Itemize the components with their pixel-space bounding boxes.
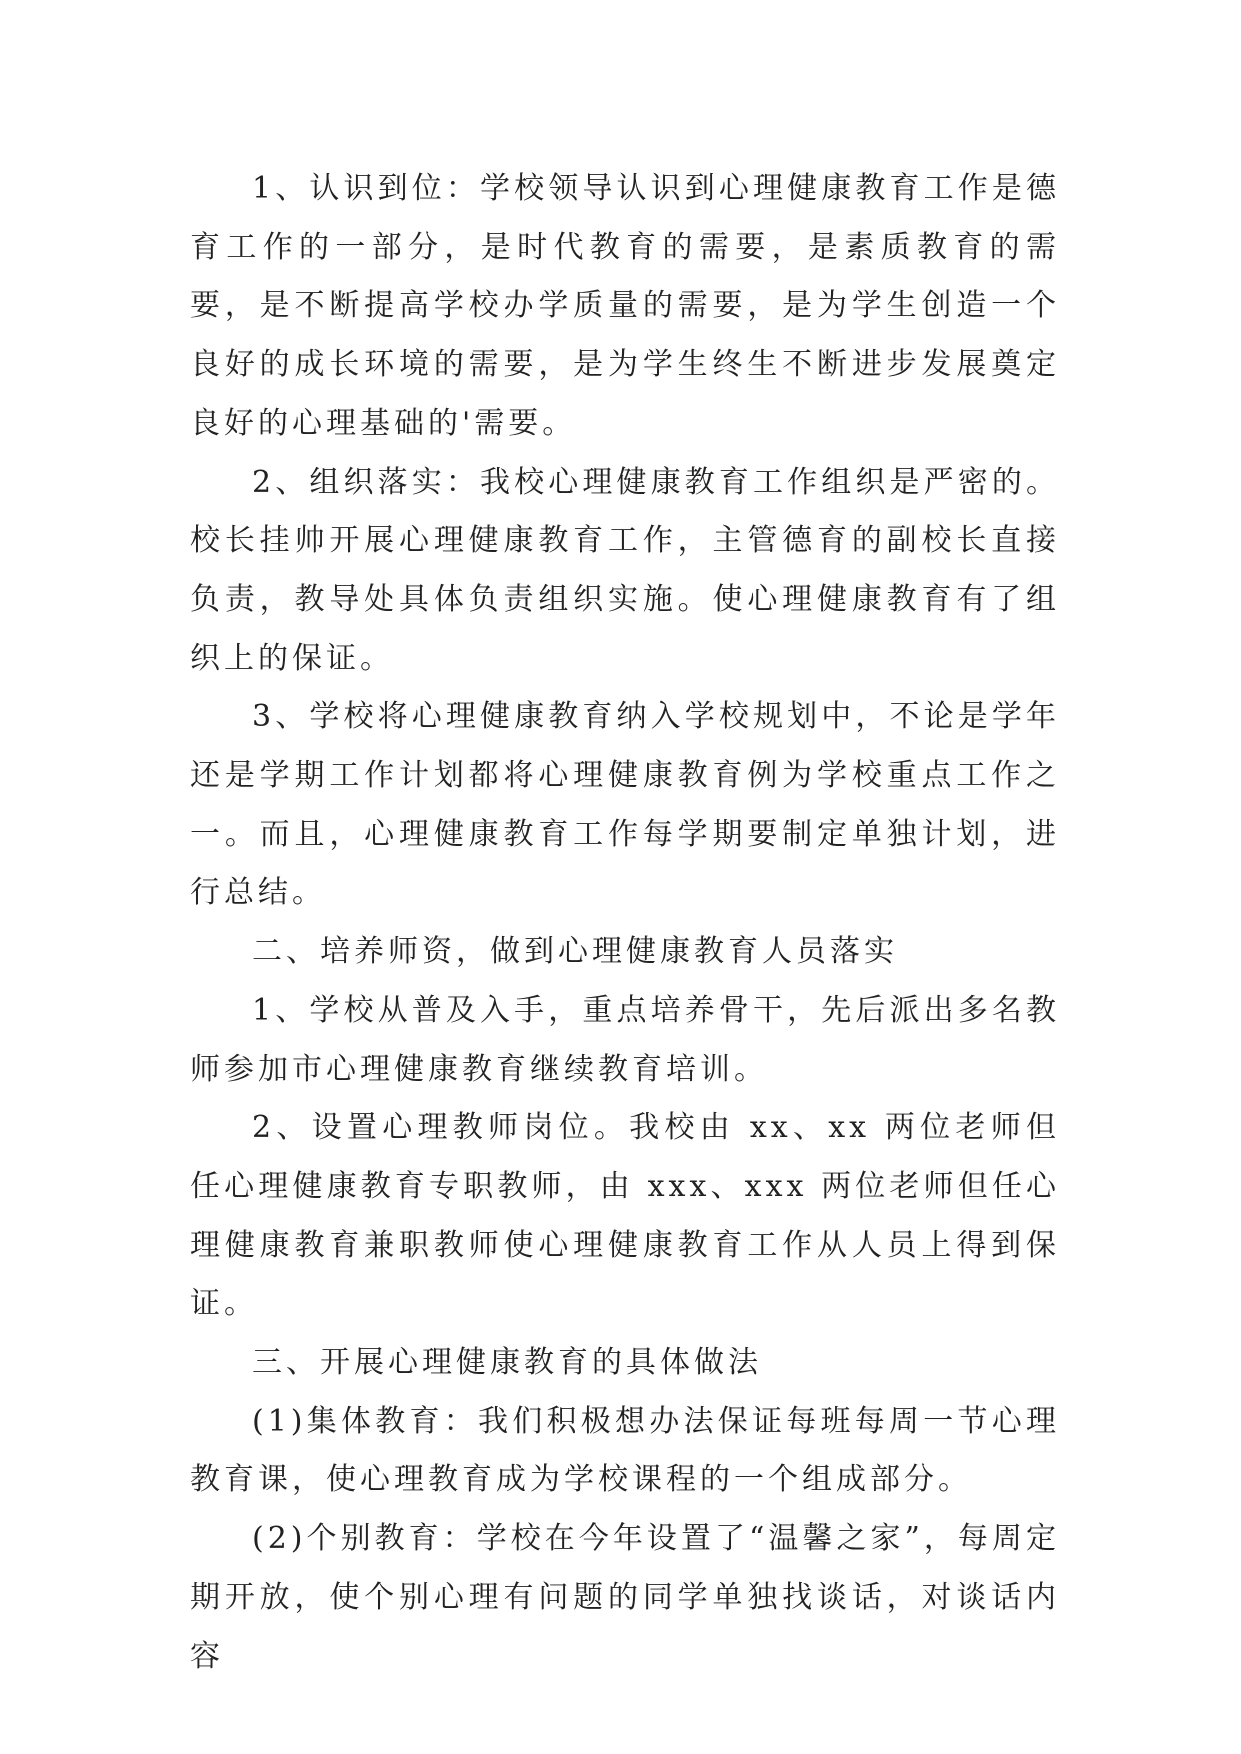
- paragraph-organization: 2、组织落实：我校心理健康教育工作组织是严密的。校长挂帅开展心理健康教育工作，主管德育的副校长直接负责，教导处具体负责组织实施。使心理健康教育有了组织上的保证。: [190, 464, 1060, 676]
- section-heading-methods: 三、开展心理健康教育的具体做法: [252, 1345, 762, 1381]
- paragraph-individual-education: (2)个别教育：学校在今年设置了“温馨之家”，每周定期开放，使个别心理有问题的同学单独找谈话，对谈话内容: [190, 1521, 1060, 1674]
- paragraph-group-education: (1)集体教育：我们积极想办法保证每班每周一节心理教育课，使心理教育成为学校课程的一个组成部分。: [190, 1403, 1060, 1498]
- paragraph-awareness: 1、认识到位：学校领导认识到心理健康教育工作是德育工作的一部分，是时代教育的需要，是素质教育的需要，是不断提高学校办学质量的需要，是为学生创造一个良好的成长环境的需要，是为学生终生不断进步发展奠定良好的心理基础的'需要。: [190, 171, 1060, 441]
- section-heading-teacher-training: 二、培养师资，做到心理健康教育人员落实: [252, 934, 898, 970]
- paragraph-teacher-training: 1、学校从普及入手，重点培养骨干，先后派出多名教师参加市心理健康教育继续教育培训。: [190, 992, 1060, 1087]
- document-body: [190, 160, 1060, 1686]
- paragraph-planning: 3、学校将心理健康教育纳入学校规划中，不论是学年还是学期工作计划都将心理健康教育例为学校重点工作之一。而且，心理健康教育工作每学期要制定单独计划，进行总结。: [190, 699, 1060, 911]
- paragraph-teacher-positions: 2、设置心理教师岗位。我校由 xx、xx 两位老师但任心理健康教育专职教师，由 xxx、xxx 两位老师但任心理健康教育兼职教师使心理健康教育工作从人员上得到保证。: [190, 1110, 1060, 1322]
